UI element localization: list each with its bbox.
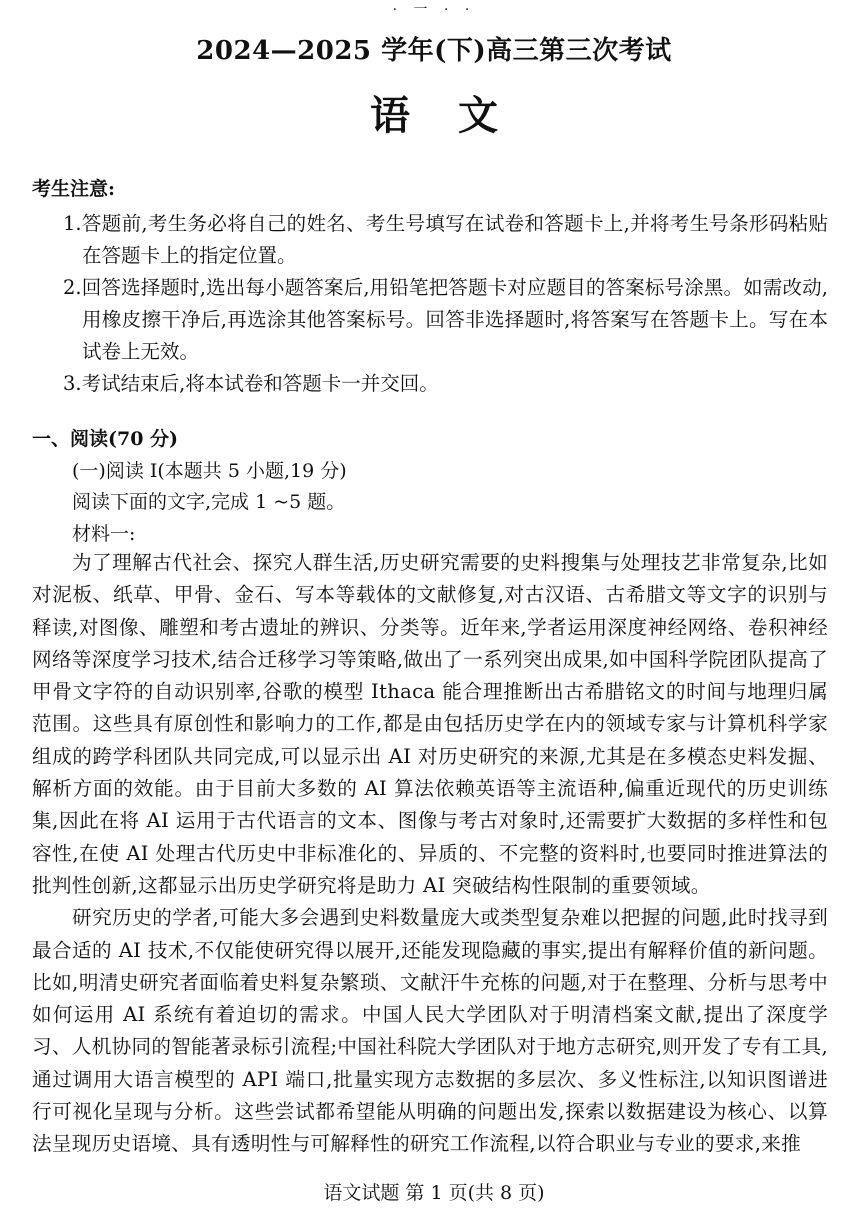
material-paragraph-1: 为了理解古代社会、探究人群生活,历史研究需要的史料搜集与处理技艺非常复杂,比如对泥板、纸草、甲骨、金石、写本等载体的文献修复,对古汉语、古希腊文等文字的识别与释读,对图像、雕塑和考古遗址的辨识、分类等。近年来,学者运用深度神经网络、卷积神经网络等深度学习技术,结合迁移学习等策略,做出了一系列突出成果,如中国科学院团队提高了甲骨文字符的自动识别率,谷歌的模型 Ithaca 能合理推断出古希腊铭文的时间与地理归属范围。这些具有原创性和影响力的工作,都是由包括历史学在内的领域专家与计算机科学家组成的跨学科团队共同完成,可以显示出 AI 对历史研究的来源,尤其是在多模态史料发掘、解析方面的效能。由于目前大多数的 AI 算法依赖英语等主流语种,偏重近现代的历史训练集,因此在将 AI 运用于古代语言的文本、图像与考古对象时,还需要扩大数据的多样性和包容性,在使 AI 处理古代历史中非标准化的、异质的、不完整的资料时,也要同时推进算法的批判性创新,这都显示出历史学研究将是助力 AI 突破结构性限制的重要领域。 (32, 551, 828, 897)
exam-title: 2024—2025 学年(下)高三第三次考试 (196, 36, 672, 66)
reading-instruction: 阅读下面的文字,完成 1 ~5 题。 (72, 491, 346, 513)
section-heading: 一、阅读(70 分) (32, 428, 179, 450)
notice-item-2: 2.回答选择题时,选出每小题答案后,用铅笔把答题卡对应题目的答案标号涂黑。如需改动,用橡皮擦干净后,再选涂其他答案标号。回答非选择题时,将答案写在答题卡上。写在本试卷上无效。 (63, 276, 828, 363)
notice-list (32, 208, 828, 400)
header-mark: · 一 · · (392, 2, 476, 18)
part-heading: (一)阅读 I(本题共 5 小题,19 分) (72, 460, 347, 482)
page-footer: 语文试题 第 1 页(共 8 页) (323, 1182, 545, 1204)
material-label: 材料一: (72, 523, 136, 545)
material-body (32, 547, 828, 1161)
material-paragraph-2: 研究历史的学者,可能大多会遇到史料数量庞大或类型复杂难以把握的问题,此时找寻到最合适的 AI 技术,不仅能使研究得以展开,还能发现隐藏的事实,提出有解释价值的新问题。比如,明清史研究者面临着史料复杂繁琐、文献汗牛充栋的问题,对于在整理、分析与思考中如何运用 AI 系统有着迫切的需求。中国人民大学团队对于明清档案文献,提出了深度学习、人机协同的智能著录标引流程;中国社科院大学团队对于地方志研究,则开发了专有工具,通过调用大语言模型的 API 端口,批量实现方志数据的多层次、多义性标注,以知识图谱进行可视化呈现与分析。这些尝试都希望能从明确的问题出发,探索以数据建设为核心、以算法呈现历史语境、具有透明性与可解释性的研究工作流程,以符合职业与专业的要求,来推 (32, 906, 828, 1156)
notice-heading: 考生注意: (32, 178, 116, 200)
notice-item-1: 1.答题前,考生务必将自己的姓名、考生号填写在试卷和答题卡上,并将考生号条形码粘贴在答题卡上的指定位置。 (63, 212, 828, 267)
subject-title: 语文 (370, 92, 546, 139)
notice-item-3: 3.考试结束后,将本试卷和答题卡一并交回。 (63, 372, 439, 395)
